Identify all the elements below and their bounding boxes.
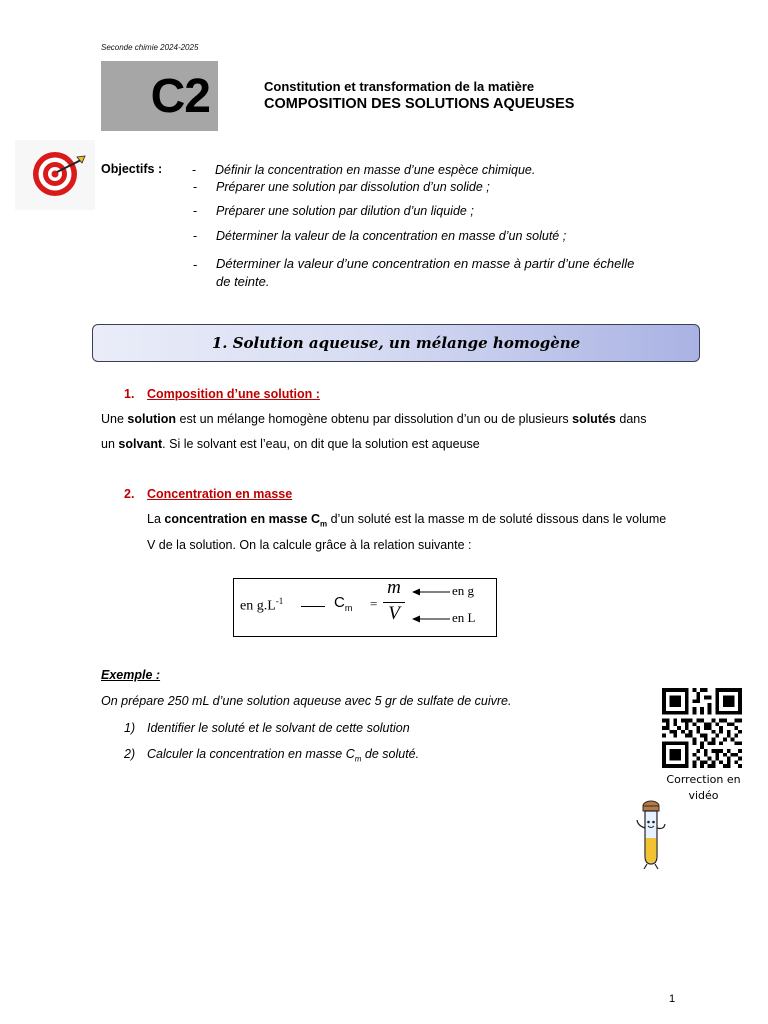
subsection-2-title: Concentration en masse (147, 487, 293, 501)
section-title: 1. Solution aqueuse, un mélange homogène (211, 334, 581, 352)
formula-cm: $C_m$ (334, 594, 353, 613)
objective-item-4: Déterminer la valeur de la concentration en masse d’un soluté ; (216, 229, 567, 243)
objective-item-1: Définir la concentration en masse d’une espèce chimique. (215, 163, 536, 177)
objective-dash: - (193, 257, 198, 272)
formula-arrows (412, 583, 454, 633)
formula-unit-numerator: en g (452, 583, 475, 598)
qr-caption: Correction en vidéo (666, 773, 741, 802)
section-title-bar (92, 324, 700, 362)
formula-unit-left: en $g.L^{-1}$ (240, 596, 284, 614)
subsection-1-line-2: un solvant. Si le solvant est l’eau, on dit que la solution est aqueuse (101, 437, 480, 451)
subsection-1-line-1: Une solution est un mélange homogène obtenu par dissolution d’un ou de plusieurs solutés dans (101, 412, 647, 426)
chapter-code: C2 (150, 69, 210, 123)
example-statement: On prépare 250 mL d’une solution aqueuse avec 5 gr de sulfate de cuivre. (101, 694, 512, 708)
objective-dash: - (193, 180, 198, 194)
test-tube-mascot-icon (632, 798, 692, 870)
objective-dash: - (193, 204, 198, 218)
objective-dash: - (192, 163, 197, 177)
formula-dash-line (301, 606, 325, 607)
question-1-number: 1) (124, 721, 136, 735)
page-number: 1 (669, 993, 676, 1005)
header-small-label: Seconde chimie 2024-2025 (101, 43, 199, 52)
question-2-number: 2) (124, 747, 136, 761)
chapter-subtitle: Constitution et transformation de la matière (264, 79, 535, 94)
formula-box (233, 578, 497, 637)
objective-dash: - (193, 229, 198, 243)
target-icon (15, 140, 95, 210)
formula-unit-denominator: en L (452, 610, 476, 625)
subsection-2-line-2: V de la solution. On la calcule grâce à la relation suivante : (147, 538, 472, 552)
qr-code-icon[interactable] (662, 688, 742, 768)
question-2: Calculer la concentration en masse $C_m$ de soluté. (147, 747, 420, 764)
subsection-2-number: 2. (124, 487, 135, 501)
example-title: Exemple : (101, 668, 161, 682)
formula-numerator: m (387, 577, 401, 598)
objective-item-5-continued: de teinte. (216, 274, 270, 289)
objective-item-3: Préparer une solution par dilution d’un liquide ; (216, 204, 474, 218)
subsection-1-number: 1. (124, 387, 135, 401)
subsection-1-title: Composition d’une solution : (147, 387, 320, 401)
formula-equals: = (370, 596, 378, 611)
subsection-2-line-1: La concentration en masse $C_m$ d’un soluté est la masse m de soluté dissous dans le volume (147, 512, 667, 529)
objective-item-5: Déterminer la valeur d’une concentration en masse à partir d’une échelle (216, 256, 635, 271)
question-1: Identifier le soluté et le solvant de cette solution (147, 721, 410, 735)
chapter-title: COMPOSITION DES SOLUTIONS AQUEUSES (264, 96, 575, 112)
chapter-code-box (101, 61, 218, 131)
objectives-label: Objectifs : (101, 162, 163, 176)
formula-denominator: V (388, 603, 400, 624)
objective-item-2: Préparer une solution par dissolution d’un solide ; (216, 180, 490, 194)
